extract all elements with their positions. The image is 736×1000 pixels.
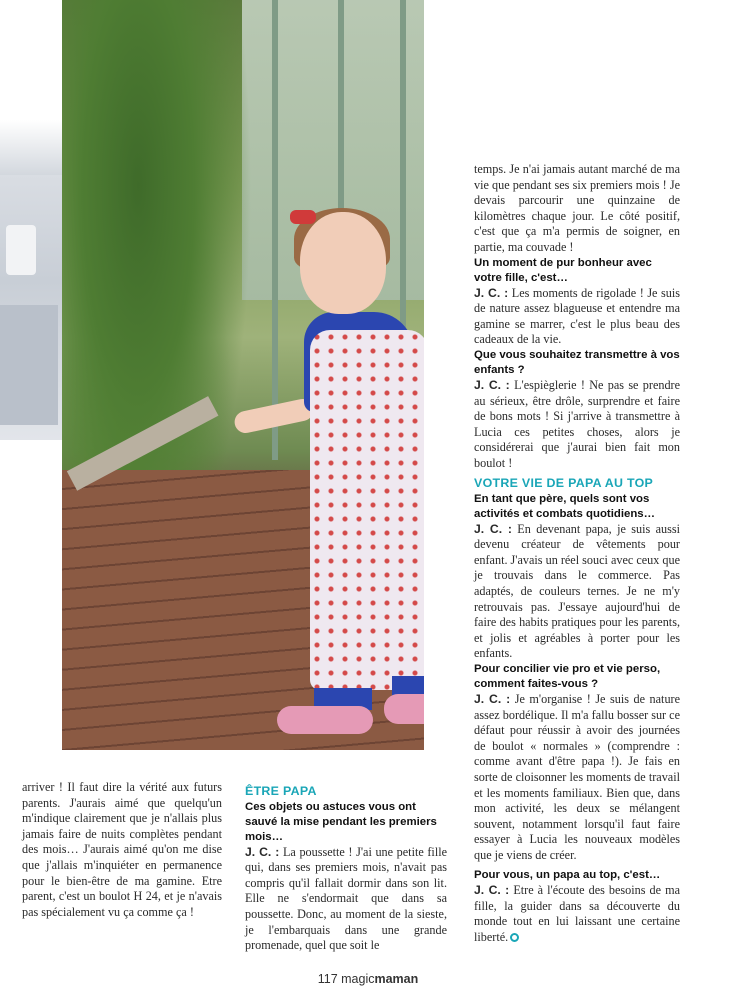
question: Pour vous, un papa au top, c'est… — [474, 869, 661, 881]
page-number: 117 — [317, 972, 338, 986]
answer — [474, 286, 680, 348]
question: Ces objets ou astuces vous ont sauvé la mise pendant les premiers mois… — [245, 800, 437, 843]
magazine-logo — [341, 972, 418, 986]
answer — [474, 522, 680, 662]
logo-part: magic — [341, 972, 375, 986]
answer-label: J. C. : — [474, 883, 510, 897]
answer-label: J. C. : — [245, 844, 280, 859]
answer-label: J. C. : — [474, 691, 511, 706]
answer — [245, 845, 447, 954]
answer-label: J. C. : — [474, 521, 512, 536]
section-heading: VOTRE VIE DE PAPA AU TOP — [474, 476, 654, 490]
paragraph: arriver ! Il faut dire la vérité aux futurs parents. J'aurais aimé que quelqu'un m'indique clairement que je n'allais plus jamais faire de nuits complètes pendant des mois… J'aurais aimé qu'on me dise que j'allais m'inquiéter en permanence pour le bien-être de ma gamine. Etre parent, c'est un boulot H 24, et je n'avais pas spécialement vu ça comme ça ! — [22, 780, 222, 919]
answer-text: Les moments de rigolade ! Je suis de nature assez blagueuse et entendre ma gamine se marrer, c'est le plus beau des cadeaux de la vie. — [474, 285, 680, 347]
photo-child-overall — [310, 330, 424, 690]
question: En tant que père, quels sont vos activités et combats quotidiens… — [474, 492, 656, 520]
question: Pour concilier vie pro et vie perso, comment faites-vous ? — [474, 662, 661, 690]
photo-child-bow — [290, 210, 316, 224]
photo-child-shoe — [277, 706, 373, 734]
answer-text: Etre à l'écoute des besoins de ma fille, la guider dans sa découverte du monde tout en lui laissant une certaine liberté. — [474, 883, 681, 944]
left-photo-detail — [6, 225, 36, 275]
answer-text: La poussette ! J'ai une petite fille qui, dans ses premiers mois, n'avait pas compris qu'il fallait dormir dans son lit. Elle ne s'endormait que dans sa poussette. Donc, au moment de la sieste, je l'embarquais dans une grande promenade, quel que soit le — [245, 844, 447, 953]
article-column-right-top — [474, 162, 680, 472]
section-heading: ÊTRE PAPA — [245, 784, 317, 798]
answer-text: Je m'organise ! Je suis de nature assez bordélique. Il m'a fallu bosser sur ce défaut pour réussir à avoir des journées de boulot « normales » (comprendre : comme avant d'être papa !). Je fais en sorte de cloisonner les moments de travail et les moments familiaux. Bien que, dans mon activité, les deux se mélangent souvent, notamment lorsqu'il faut faire essayer à Lucia les nouveaux modèles que je viens de créer. — [474, 691, 681, 862]
answer — [474, 378, 680, 472]
article-column-bottom-left — [22, 780, 222, 920]
answer — [474, 692, 680, 864]
article-column-right-mid — [474, 476, 680, 863]
left-photo-strip — [0, 175, 64, 440]
article-column-right-bottom — [474, 868, 680, 945]
toddler-photo — [62, 0, 424, 750]
question: Un moment de pur bonheur avec votre fille, c'est… — [474, 256, 652, 284]
answer-text: En devenant papa, je suis aussi devenu créateur de vêtements pour enfant. J'avais un réel souci avec ceux que je trouvais dans le commerce. Pas adaptés, de couleurs ternes. Je ne m'y retrouvais pas. J'essaye aujourd'hui de faire des habits pratiques pour les parents, et jolis et agréables à porter pour les enfants. — [474, 521, 681, 661]
paragraph: temps. Je n'ai jamais autant marché de ma vie que pendant ses six premiers mois ! Je devais parcourir une quinzaine de kilomètres chaque jour. Le côté positif, c'est que ça m'a permis de soigner, en partie, ma couvade ! — [474, 162, 680, 254]
left-photo-edge-top — [0, 120, 64, 180]
page-footer — [0, 972, 736, 986]
answer-text: L'espièglerie ! Ne pas se prendre au sérieux, être drôle, surprendre et faire de bons mots ! Si j'arrive à transmettre à Lucia ces petites choses, alors je considérerai que j'aurai bien fait mon boulot ! — [474, 377, 681, 470]
logo-part: maman — [374, 972, 419, 986]
answer-label: J. C. : — [474, 377, 510, 392]
answer — [474, 883, 680, 945]
question: Que vous souhaitez transmettre à vos enfants ? — [474, 348, 680, 376]
photo-post — [272, 0, 278, 460]
end-of-article-icon — [510, 933, 519, 942]
left-photo-detail — [0, 305, 58, 425]
photo-child-head — [300, 212, 386, 314]
article-column-bottom-mid — [245, 784, 447, 954]
photo-child-shoe — [384, 694, 424, 724]
answer-label: J. C. : — [474, 285, 509, 300]
